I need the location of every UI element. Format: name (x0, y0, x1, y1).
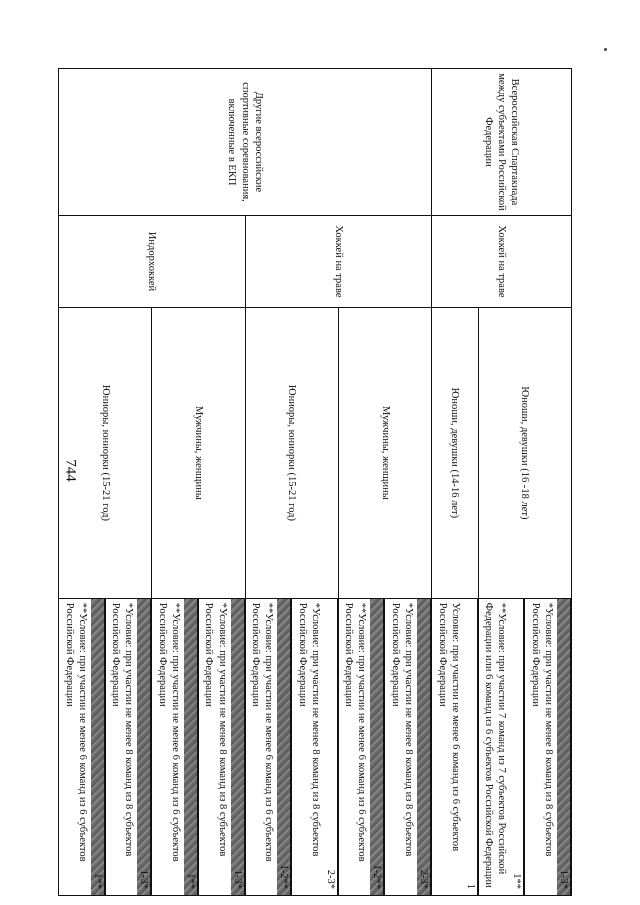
condition-cell (338, 598, 385, 895)
table-row (385, 69, 432, 896)
condition-text: **Условие: при участии не менее 6 команд из 6 субъектов Российской Федерации (250, 602, 275, 862)
sport-cell: Хоккей на траве (245, 215, 432, 307)
rank-value: 1-3* (557, 599, 571, 895)
event-cell: Всероссийская Спартакиада между субъектами Российской Федерации (432, 69, 572, 216)
classification-table (58, 68, 572, 896)
age-group-cell: Мужчины, женщины (338, 307, 431, 598)
rank-value: 1-2** (371, 599, 385, 895)
condition-text: *Условие: при участии не менее 8 команд из 8 субъектов Российской Федерации (296, 602, 321, 857)
rank-value: 2-3* (324, 599, 338, 895)
condition-cell (245, 598, 292, 895)
rotated-table-sheet (58, 68, 572, 896)
age-group-cell: Юноши, девушки (16 -18 лет) (478, 307, 571, 598)
age-group-cell: Мужчины, женщины (152, 307, 245, 598)
condition-text: **Условие: при участии не менее 6 команд из 6 субъектов Российской Федерации (156, 602, 181, 862)
condition-cell (525, 598, 572, 895)
condition-cell (292, 598, 339, 895)
condition-text: **Условие: при участии не менее 6 команд из 6 субъектов Российской Федерации (63, 602, 88, 862)
condition-text: Условие: при участии не менее 6 команд из 6 субъектов Российской Федерации (436, 602, 461, 852)
condition-text: **Условие: при участии 7 команд из 7 субъектов Российской Федерации или 6 команд из 6 субъектов Российской Федерации (483, 602, 508, 888)
age-group-cell: Юноши, девушки (14-16 лет) (432, 307, 479, 598)
rank-value: 1-2** (277, 599, 291, 895)
rank-value: 1-3* (137, 599, 151, 895)
rank-value: 1-3* (231, 599, 245, 895)
condition-cell (105, 598, 152, 895)
condition-cell (432, 598, 479, 895)
condition-text: **Условие: при участии не менее 6 команд из 6 субъектов Российской Федерации (343, 602, 368, 862)
page-number: 744 (62, 459, 79, 482)
age-group-cell: Юниоры, юниорки (15-21 год) (59, 307, 152, 598)
condition-cell (152, 598, 199, 895)
rank-value: 1** (91, 599, 105, 895)
sport-cell: Индорхоккей (59, 215, 246, 307)
event-cell: Другие всероссийские спортивные соревнования, включенные в ЕКП (59, 69, 432, 216)
condition-cell (478, 598, 525, 895)
condition-cell (199, 598, 246, 895)
condition-text: *Условие: при участии не менее 8 команд из 8 субъектов Российской Федерации (529, 602, 554, 857)
rank-value: 2-3* (417, 599, 431, 895)
condition-cell (385, 598, 432, 895)
table-row (525, 69, 572, 896)
stray-dot (604, 48, 607, 51)
condition-text: *Условие: при участии не менее 8 команд из 8 субъектов Российской Федерации (390, 602, 415, 857)
rank-value: 1 (464, 599, 478, 895)
condition-text: *Условие: при участии не менее 8 команд из 8 субъектов Российской Федерации (203, 602, 228, 857)
condition-cell (59, 598, 106, 895)
age-group-cell: Юниоры, юниорки (15-21 год) (245, 307, 338, 598)
sport-cell: Хоккей на траве (432, 215, 572, 307)
rank-value: 1** (184, 599, 198, 895)
condition-text: *Условие: при участии не менее 8 команд из 8 субъектов Российской Федерации (110, 602, 135, 857)
rank-value: 1** (510, 599, 524, 895)
